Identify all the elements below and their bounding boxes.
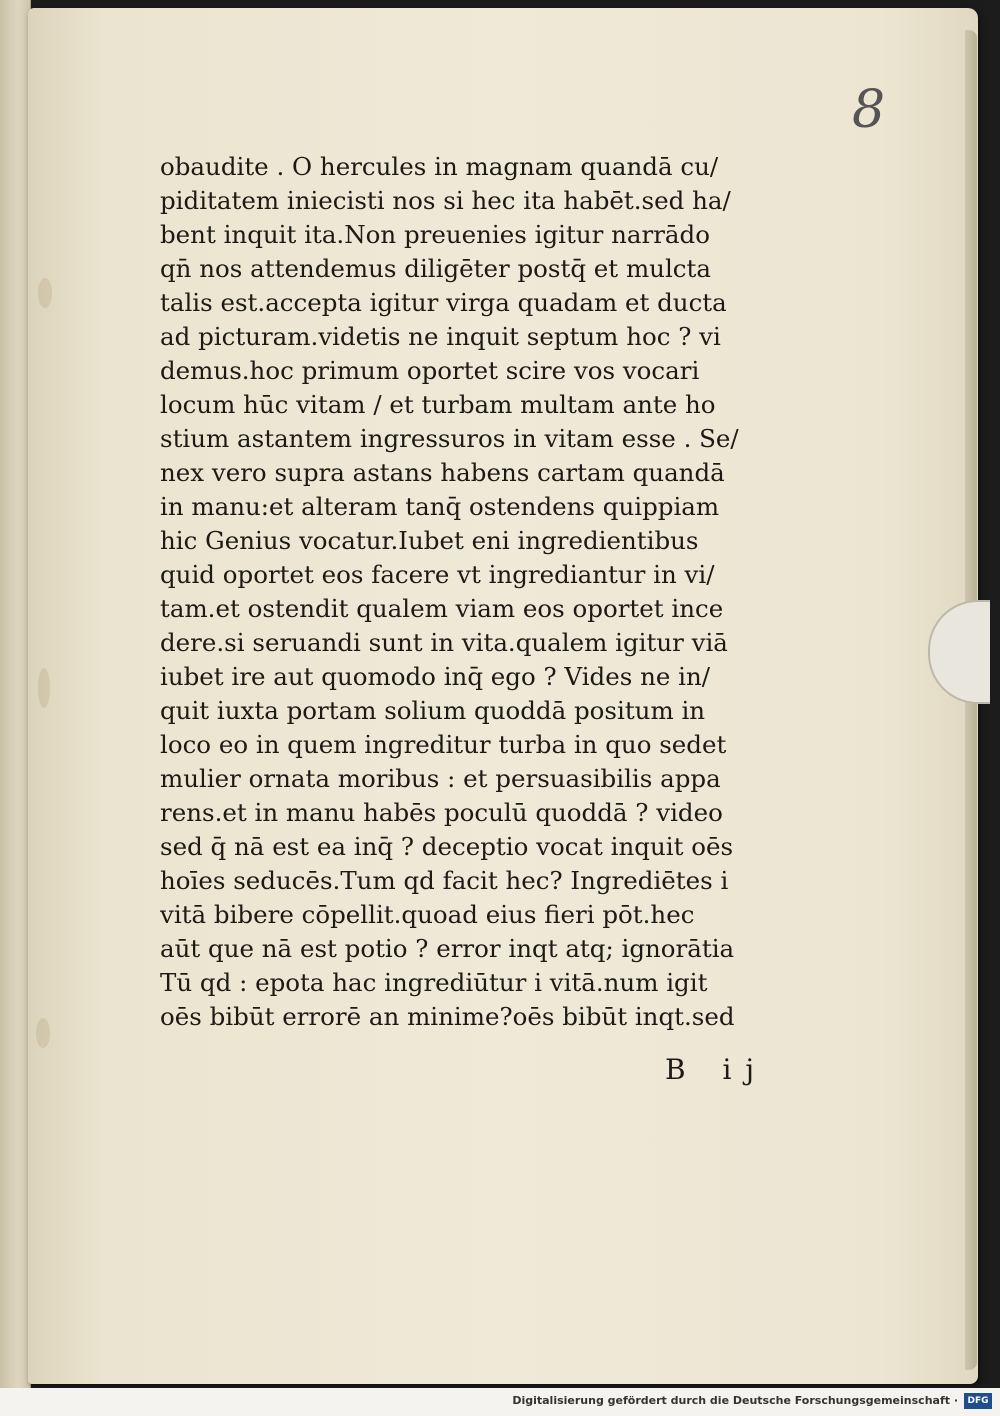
text-line: aūt que nā est potio ? error inqt atq; ignorātia bbox=[160, 934, 735, 963]
text-line: iubet ire aut quomodo inq̄ ego ? Vides ne in/ bbox=[160, 662, 711, 691]
binding-stain bbox=[36, 1018, 50, 1048]
text-line: in manu:et alteram tanq̄ ostendens quippiam bbox=[160, 492, 720, 521]
text-line: Tū qd : epota hac ingrediūtur i vitā.num igit bbox=[160, 968, 708, 997]
text-line: obaudite . O hercules in magnam quandā cu/ bbox=[160, 152, 719, 181]
facing-page-edge bbox=[0, 0, 31, 1388]
binding-stain bbox=[38, 668, 50, 708]
text-line: tam.et ostendit qualem viam eos oportet ince bbox=[160, 594, 724, 623]
text-line: qn̄ nos attendemus diligēter postq̄ et mulcta bbox=[160, 254, 711, 283]
signature-mark: B ij bbox=[665, 1053, 769, 1086]
text-line: quid oportet eos facere vt ingrediantur in vi/ bbox=[160, 560, 715, 589]
text-line: ad picturam.videtis ne inquit septum hoc ? vi bbox=[160, 322, 721, 351]
text-line: oēs bibūt errorē an minime?oēs bibūt inqt.sed bbox=[160, 1002, 735, 1031]
text-line: hoīes seducēs.Tum qd facit hec? Ingrediētes i bbox=[160, 866, 729, 895]
text-line: nex vero supra astans habens cartam quandā bbox=[160, 458, 725, 487]
body-text bbox=[160, 150, 800, 1034]
text-line: demus.hoc primum oportet scire vos vocari bbox=[160, 356, 700, 385]
text-line: sed q̄ nā est ea inq̄ ? deceptio vocat inquit oēs bbox=[160, 832, 734, 861]
text-line: piditatem iniecisti nos si hec ita habēt.sed ha/ bbox=[160, 186, 731, 215]
text-line: talis est.accepta igitur virga quadam et ducta bbox=[160, 288, 727, 317]
text-line: quit iuxta portam solium quoddā positum in bbox=[160, 696, 706, 725]
text-line: loco eo in quem ingreditur turba in quo sedet bbox=[160, 730, 727, 759]
binding-stain bbox=[38, 278, 52, 308]
funding-credit: Digitalisierung gefördert durch die Deutsche Forschungsgemeinschaft · bbox=[512, 1394, 958, 1407]
text-line: bent inquit ita.Non preuenies igitur narrādo bbox=[160, 220, 710, 249]
text-line: mulier ornata moribus : et persuasibilis appa bbox=[160, 764, 721, 793]
footer-bar bbox=[0, 1388, 1000, 1416]
text-line: locum hūc vitam / et turbam multam ante ho bbox=[160, 390, 716, 419]
text-line: vitā bibere cōpellit.quoad eius fieri pōt.hec bbox=[160, 900, 695, 929]
text-line: hic Genius vocatur.Iubet eni ingredientibus bbox=[160, 526, 699, 555]
folio-number: 8 bbox=[852, 80, 886, 140]
text-line: dere.si seruandi sunt in vita.qualem igitur viā bbox=[160, 628, 728, 657]
dfg-logo: DFG bbox=[964, 1393, 992, 1409]
text-line: stium astantem ingressuros in vitam esse . Se/ bbox=[160, 424, 739, 453]
text-line: rens.et in manu habēs poculū quoddā ? video bbox=[160, 798, 723, 827]
